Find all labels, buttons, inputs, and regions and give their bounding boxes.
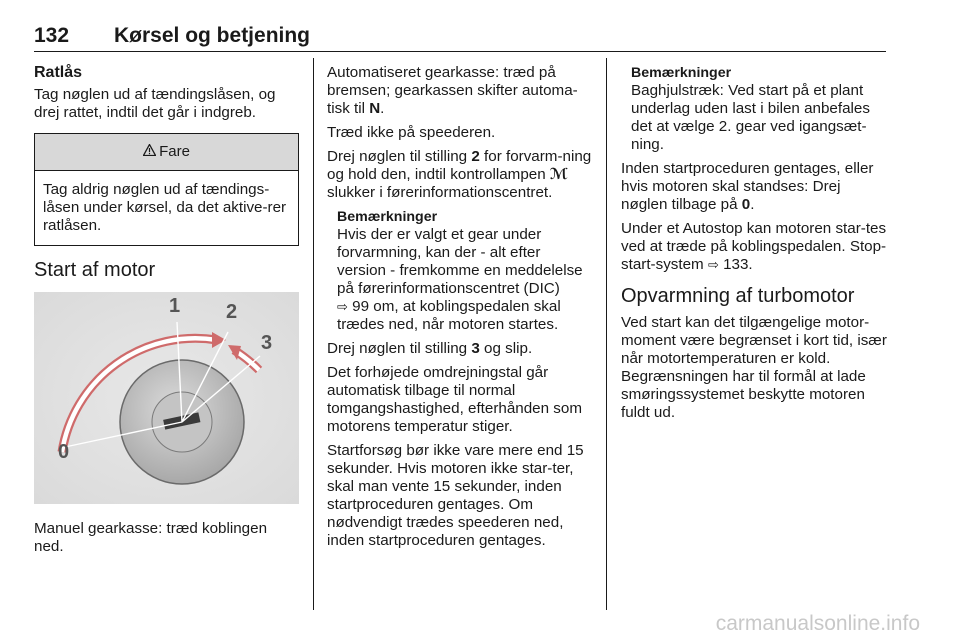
- position-label-0: 0: [58, 441, 70, 463]
- warning-header: [35, 134, 298, 171]
- note-text: Baghjulstræk: Ved start på et plant underlag uden last i bilen anbefales det at vælge 2. gear ved igangsæt-ning.: [631, 82, 870, 153]
- note-title: Bemærkninger: [337, 209, 438, 225]
- watermark: carmanualsonline.info: [715, 612, 920, 635]
- preheat-lamp-icon: ℳ: [549, 166, 567, 183]
- page-ref-arrow-icon: ⇨: [707, 257, 719, 272]
- page-ref-link[interactable]: 99: [352, 298, 370, 315]
- warning-title: Fare: [159, 143, 190, 160]
- position-label-1: 1: [169, 295, 181, 317]
- note-box: [327, 208, 592, 334]
- position-label-2: 2: [226, 301, 238, 323]
- no-accelerator-text: Træd ikke på speederen.: [327, 124, 496, 141]
- column-1: [34, 64, 299, 562]
- page-title: Kørsel og betjening: [114, 24, 311, 47]
- warning-box: [34, 133, 299, 246]
- autostop-text: Under et Autostop kan motoren star-tes ved at træde på koblingspedalen. Stop-start-system ⇨ 133.: [621, 220, 887, 273]
- column-divider-2: [606, 58, 607, 610]
- page-ref-arrow-icon: ⇨: [337, 299, 348, 314]
- turbo-text: Ved start kan det tilgængelige motor-moment være begrænset i kort tid, især når motortemperaturen er kold. Begrænsningen har til formål at lade smøringssystemet beskytte motoren fuldt ud.: [621, 314, 887, 421]
- warning-text: Tag aldrig nøglen ud af tændings-låsen under kørsel, da det aktive-rer ratlåsen.: [43, 181, 287, 234]
- column-3: [621, 64, 889, 428]
- ratlas-heading: Ratlås: [34, 64, 83, 81]
- turbo-heading: Opvarmning af turbomotor: [621, 285, 855, 307]
- idle-speed-text: Det forhøjede omdrejningstal går automatisk tilbage til normal tomgangshastighed, efterhånden som motorens temperatur stiger.: [327, 364, 582, 435]
- turn-to-3-text: Drej nøglen til stilling 3 og slip.: [327, 340, 533, 357]
- start-attempt-text: Startforsøg bør ikke vare mere end 15 sekunder. Hvis motoren ikke star-ter, skal man vente 15 sekunder, inden startproceduren gentages. Om nødvendigt trædes speederen ned, inden startproceduren gentages.: [327, 442, 584, 549]
- note-title: Bemærkninger: [631, 65, 732, 81]
- page-header: [34, 24, 886, 50]
- header-divider: [34, 51, 886, 52]
- column-divider-1: [313, 58, 314, 610]
- warning-triangle-icon: [143, 143, 156, 161]
- section-heading-start: Start af motor: [34, 259, 156, 281]
- page-number: 132: [34, 24, 70, 47]
- preheat-text: Drej nøglen til stilling 2 for forvarm-ning og hold den, indtil kontrollampen ℳ slukker i førerinformationscentret.: [327, 148, 592, 201]
- column-2: [327, 64, 592, 556]
- page-ref-link[interactable]: 133.: [723, 256, 753, 273]
- manual-gearbox-text: Manuel gearkasse: træd koblingen ned.: [34, 520, 268, 555]
- note-box-rwd: [621, 64, 889, 154]
- repeat-procedure-text: Inden startproceduren gentages, eller hvis motoren skal standses: Drej nøglen tilbage på 0.: [621, 160, 874, 213]
- auto-gearbox-text: Automatiseret gearkasse: træd på bremsen; gearkassen skifter automa-tisk til N.: [327, 64, 578, 117]
- position-label-3: 3: [261, 332, 273, 354]
- note-text: Hvis der er valgt et gear under forvarmning, kan der - alt efter version - fremkomme en meddelelse på førerinformationscentret (DIC) ⇨ 99 om, at koblingspedalen skal trædes ned, når motoren startes.: [337, 226, 583, 333]
- ignition-figure: [34, 292, 299, 504]
- ratlas-text: Tag nøglen ud af tændingslåsen, og drej rattet, indtil det går i indgreb.: [34, 86, 276, 121]
